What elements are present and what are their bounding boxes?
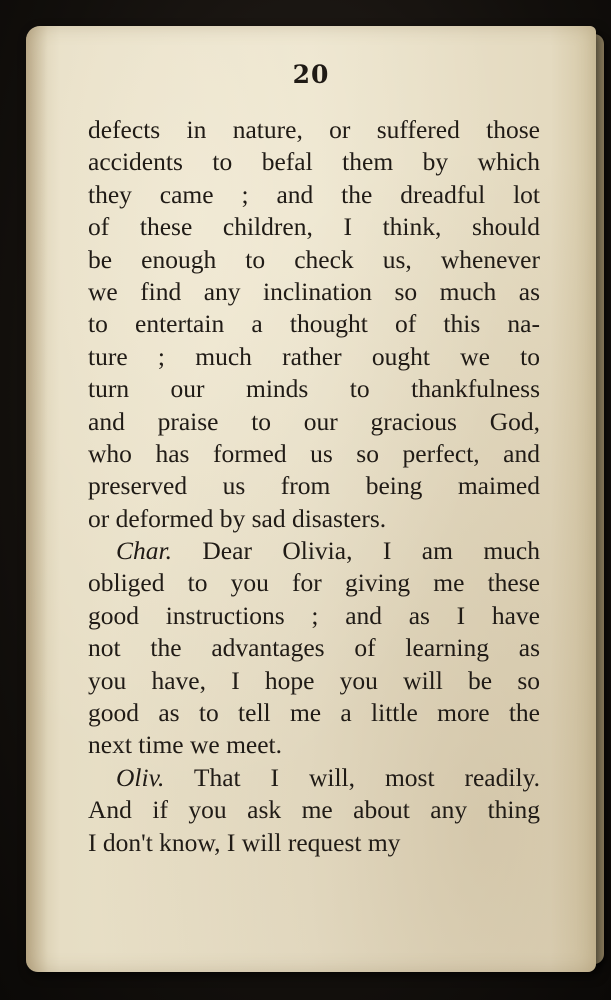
- text-line-13: or deformed by sad disasters.: [88, 503, 387, 533]
- text-line-7: to entertain a thought of this na-: [88, 309, 540, 339]
- text-line-4: of these children, I think, should: [88, 212, 540, 242]
- text-line-9: turn our minds to thankfulness: [88, 374, 540, 404]
- text-line-19: good as to tell me a little more the: [88, 698, 540, 728]
- text-line-11: who has formed us so perfect, and: [88, 438, 540, 468]
- book-page: [26, 26, 596, 972]
- speaker-label: Char.: [116, 536, 172, 566]
- text-line-18: you have, I hope you will be so: [88, 665, 540, 695]
- text-line-15: obliged to you for giving me these: [88, 568, 540, 598]
- text-line-21: Oliv. That I will, most readily.: [116, 762, 540, 792]
- text-line-16: good instructions ; and as I have: [88, 600, 540, 630]
- text-line-3: they came ; and the dreadful lot: [88, 179, 540, 209]
- page-body-text: [88, 114, 540, 859]
- speaker-label: Oliv.: [116, 762, 165, 792]
- text-line-1: defects in nature, or suffered those: [88, 115, 540, 144]
- text-line-6: we find any inclination so much as: [88, 276, 540, 306]
- text-line-2: accidents to befal them by which: [88, 147, 540, 177]
- text-line-23: I don't know, I will request my: [88, 827, 401, 857]
- text-line-5: be enough to check us, whenever: [88, 244, 540, 274]
- text-line-20: next time we meet.: [88, 730, 283, 760]
- text-line-10: and praise to our gracious God,: [88, 406, 540, 436]
- text-line-22: And if you ask me about any thing: [88, 795, 540, 825]
- text-line-8: ture ; much rather ought we to: [88, 341, 540, 371]
- text-line-12: preserved us from being maimed: [88, 471, 540, 501]
- text-line-17: not the advantages of learning as: [88, 633, 540, 663]
- page-number: 20: [292, 60, 330, 89]
- text-line-14: Char. Dear Olivia, I am much: [116, 536, 540, 566]
